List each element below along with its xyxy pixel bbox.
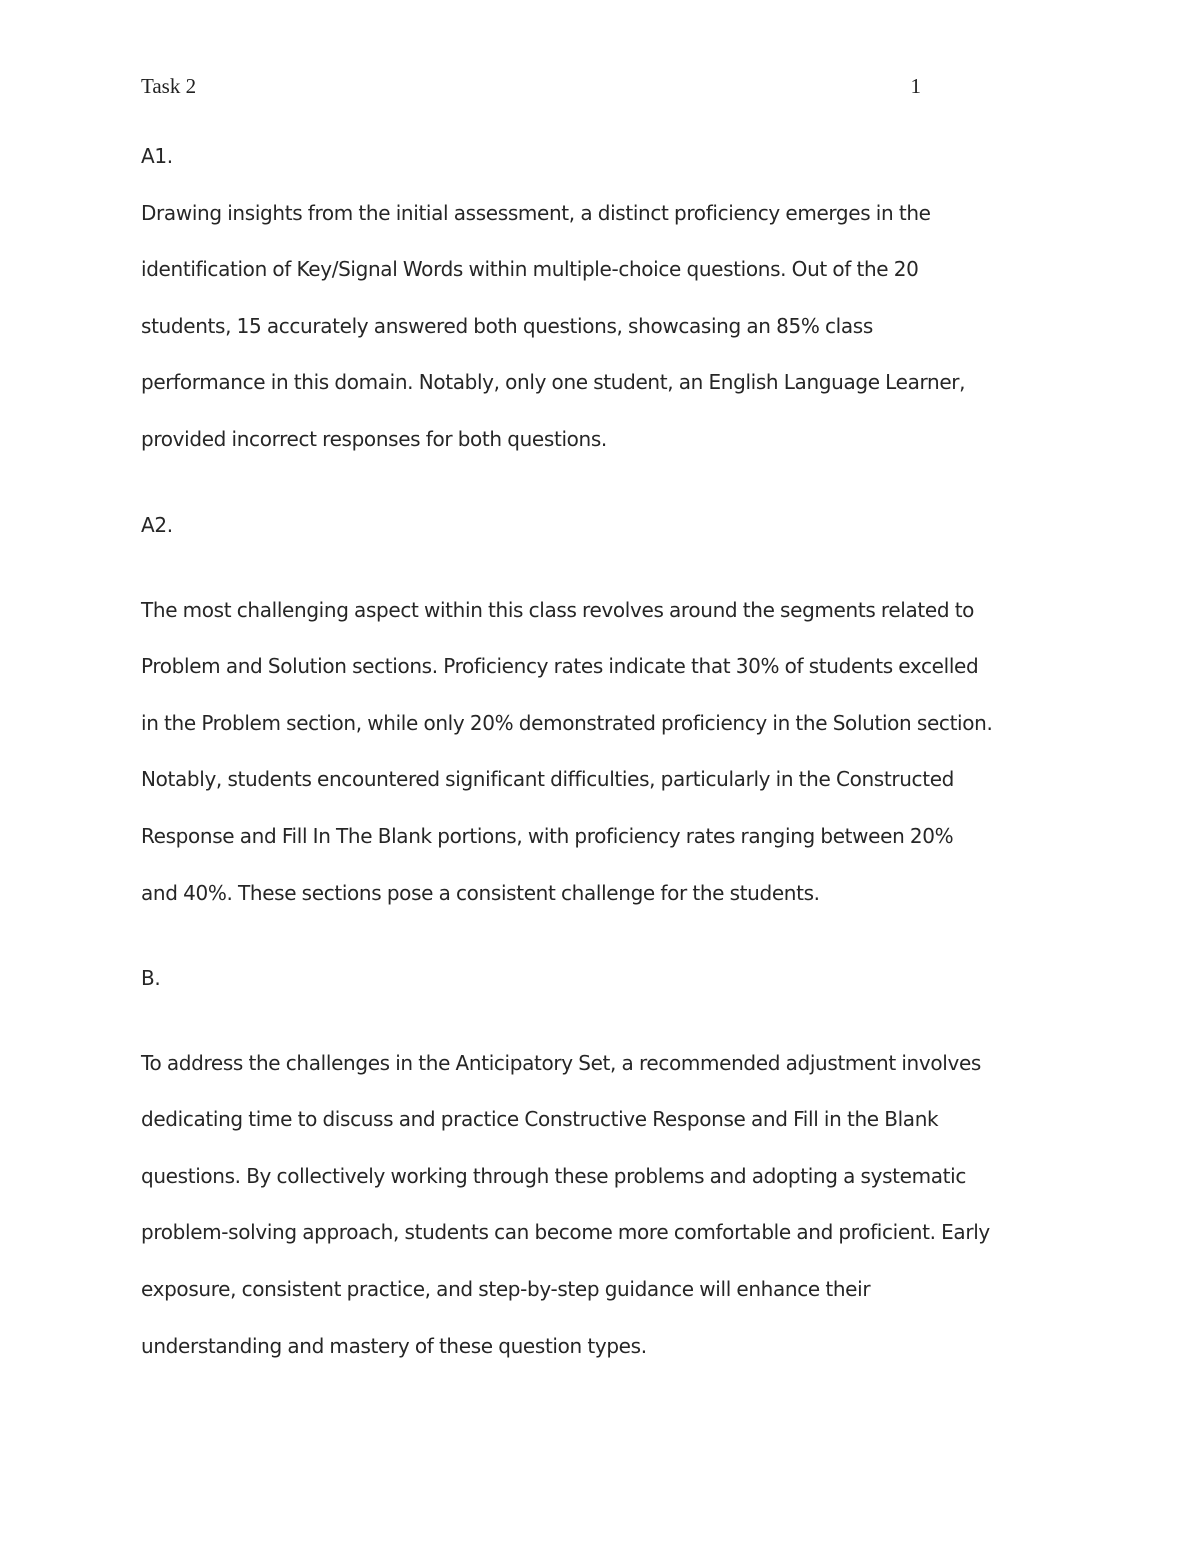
paragraph-line: provided incorrect responses for both questions.: [141, 426, 607, 451]
paragraph-line: To address the challenges in the Anticipatory Set, a recommended adjustment involves: [141, 1050, 981, 1075]
page-header: [141, 73, 921, 103]
paragraph-line: Problem and Solution sections. Proficiency rates indicate that 30% of students excelled: [141, 654, 979, 679]
section-heading: A2.: [141, 513, 173, 537]
spacer: [141, 554, 1071, 582]
section-heading: A1.: [141, 144, 173, 168]
paragraph-line: The most challenging aspect within this class revolves around the segments related to: [141, 597, 975, 622]
paragraph-line: understanding and mastery of these question types.: [141, 1333, 647, 1358]
running-head: Task 2: [141, 74, 197, 98]
spacer: [141, 1007, 1071, 1035]
paragraph-line: and 40%. These sections pose a consistent challenge for the students.: [141, 880, 820, 905]
paragraph-line: dedicating time to discuss and practice Constructive Response and Fill in the Blank: [141, 1107, 939, 1132]
section-b: [141, 950, 1071, 1374]
paragraph-line: Drawing insights from the initial assessment, a distinct proficiency emerges in the: [141, 200, 931, 225]
section-a1: [141, 128, 1071, 468]
paragraph-line: questions. By collectively working through these problems and adopting a systematic: [141, 1163, 966, 1188]
paragraph-line: in the Problem section, while only 20% demonstrated proficiency in the Solution section.: [141, 710, 993, 735]
paragraph-line: students, 15 accurately answered both questions, showcasing an 85% class: [141, 313, 873, 338]
page-number: 1: [910, 74, 921, 98]
paragraph-line: Response and Fill In The Blank portions, with proficiency rates ranging between 20%: [141, 823, 954, 848]
paragraph-line: performance in this domain. Notably, only one student, an English Language Learner,: [141, 370, 966, 395]
paragraph-line: identification of Key/Signal Words within multiple-choice questions. Out of the 20: [141, 257, 919, 282]
paragraph-line: exposure, consistent practice, and step-by-step guidance will enhance their: [141, 1276, 871, 1301]
section-a2: [141, 497, 1071, 921]
section-heading: B.: [141, 966, 161, 990]
paragraph-line: problem-solving approach, students can become more comfortable and proficient. Early: [141, 1220, 990, 1245]
paragraph-line: Notably, students encountered significant difficulties, particularly in the Constructed: [141, 767, 954, 792]
